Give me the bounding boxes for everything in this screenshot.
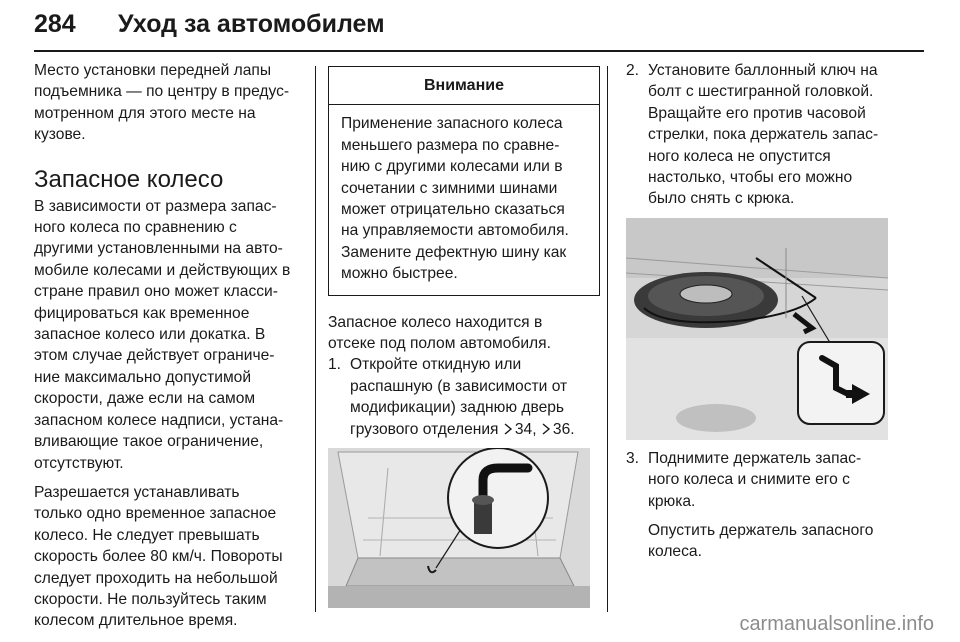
text-line: вливающие такое ограничение,: [34, 433, 264, 451]
text-line: колесом длительное время.: [34, 612, 238, 630]
text-line: крюка.: [648, 492, 696, 510]
steps-list: [328, 354, 600, 440]
text-line: скорость более 80 км/ч. Повороты: [34, 548, 283, 566]
text-line: следует проходить на небольшой: [34, 569, 278, 587]
warning-heading: Внимание: [329, 67, 599, 105]
column-divider-left: [315, 66, 316, 612]
step-number: 1.: [328, 356, 342, 374]
page-reference-link[interactable]: [541, 421, 575, 438]
reference-arrow-icon: [503, 423, 513, 435]
text-line: Место установки передней лапы: [34, 62, 272, 79]
text-line: Применение запасного колеса: [341, 115, 563, 133]
text-line: отсутствуют.: [34, 454, 124, 472]
text-line: Вращайте его против часовой: [648, 104, 866, 122]
text-line: В зависимости от размера запас-: [34, 197, 277, 215]
text-line: ного колеса по сравнению с: [34, 219, 237, 237]
text-line: Опустить держатель запасного: [648, 522, 874, 540]
text-line: Разрешается устанавливать: [34, 483, 240, 501]
step-3: [626, 448, 888, 563]
spare-wheel-image: [626, 218, 888, 440]
page-number: 284: [34, 10, 76, 38]
reference-page: 34: [514, 420, 533, 438]
step-number: 2.: [626, 62, 640, 79]
steps-list-continued-2: [626, 448, 888, 563]
reference-arrow-icon: [541, 423, 551, 435]
right-column: [626, 60, 888, 563]
text-line: Замените дефектную шину как: [341, 243, 567, 261]
text-line: Откройте откидную или: [350, 356, 522, 374]
text-line: модификации) заднюю дверь: [350, 399, 565, 417]
text-line: Запасное колесо находится в: [328, 313, 543, 331]
text-line: только одно временное запасное: [34, 505, 277, 523]
section-title: Запасное колесо: [34, 165, 224, 193]
text-line: меньшего размера по сравне-: [341, 136, 560, 154]
running-title: Уход за автомобилем: [118, 10, 385, 38]
text-line: отсеке под полом автомобиля.: [328, 335, 551, 353]
text-line: стране правил оно может класси-: [34, 283, 278, 301]
paragraph-speed-limit: [34, 482, 306, 632]
text-line: подъемника — по центру в предус-: [34, 83, 290, 101]
text-line: ного колеса не опустится: [648, 147, 831, 165]
watermark-text: carmanualsonline.info: [739, 613, 934, 635]
text-line: распашную (в зависимости от: [350, 377, 568, 395]
text-line: Поднимите держатель запас-: [648, 449, 862, 467]
text-line: мобиле колесами и действующих в: [34, 261, 291, 279]
text-line: колеса.: [648, 543, 702, 561]
step-3-note: [648, 520, 888, 563]
text-line: колесо. Не следует превышать: [34, 526, 260, 544]
cargo-floor-image: [328, 448, 590, 608]
text-line: Установите баллонный ключ на: [648, 62, 878, 79]
text-line: болт с шестигранной головкой.: [648, 83, 874, 101]
text-line: ние максимально допустимой: [34, 368, 252, 386]
text-line: ного колеса и снимите его с: [648, 471, 850, 489]
text-line: может отрицательно сказаться: [341, 201, 565, 219]
page-reference-link[interactable]: [503, 421, 532, 438]
text-line: сочетании с зимними шинами: [341, 179, 558, 197]
text-line: стрелки, пока держатель запас-: [648, 126, 879, 144]
text-line: запасное колесо или докатка. В: [34, 326, 266, 344]
text-line: скорости, даже если на самом: [34, 390, 256, 408]
text-line: другими установленными на авто-: [34, 240, 283, 258]
text-line: было снять с крюка.: [648, 190, 795, 208]
step-number: 3.: [626, 449, 640, 467]
steps-list-continued: [626, 60, 888, 210]
column-divider-right: [607, 66, 608, 612]
text-line: скорости. Не пользуйтесь таким: [34, 590, 267, 608]
step-2: [626, 60, 888, 210]
text-line: этом случае действует ограниче-: [34, 347, 275, 365]
page-header: [34, 6, 924, 46]
paragraph-spare-location: [328, 312, 600, 355]
step-1: 1. Откройте откидную или распашную (в зависимости от модификации) заднюю дверь грузового отделения 34, 36.: [328, 356, 575, 438]
text-line: фицироваться как временное: [34, 304, 250, 322]
warning-body: [329, 105, 599, 294]
reference-page: 36.: [552, 420, 575, 438]
text-line: настолько, чтобы его можно: [648, 169, 853, 187]
intro-paragraph: [34, 60, 306, 146]
text-line: запасном колесе надписи, устана-: [34, 411, 284, 429]
text-line: мотренном для этого месте на: [34, 104, 256, 122]
cargo-area-illustration: [328, 448, 590, 608]
left-column: [34, 60, 306, 632]
text-line: кузове.: [34, 126, 86, 144]
text-line: грузового отделения: [350, 420, 499, 438]
warning-box: [328, 66, 600, 296]
header-rule: [34, 50, 924, 52]
middle-column: [328, 60, 600, 616]
spare-wheel-illustration: [626, 218, 888, 440]
text-line: нию с другими колесами или в: [341, 158, 563, 176]
paragraph-spare-classification: [34, 196, 306, 474]
text-line: на управляемости автомобиля.: [341, 222, 569, 240]
text-line: можно быстрее.: [341, 265, 458, 283]
